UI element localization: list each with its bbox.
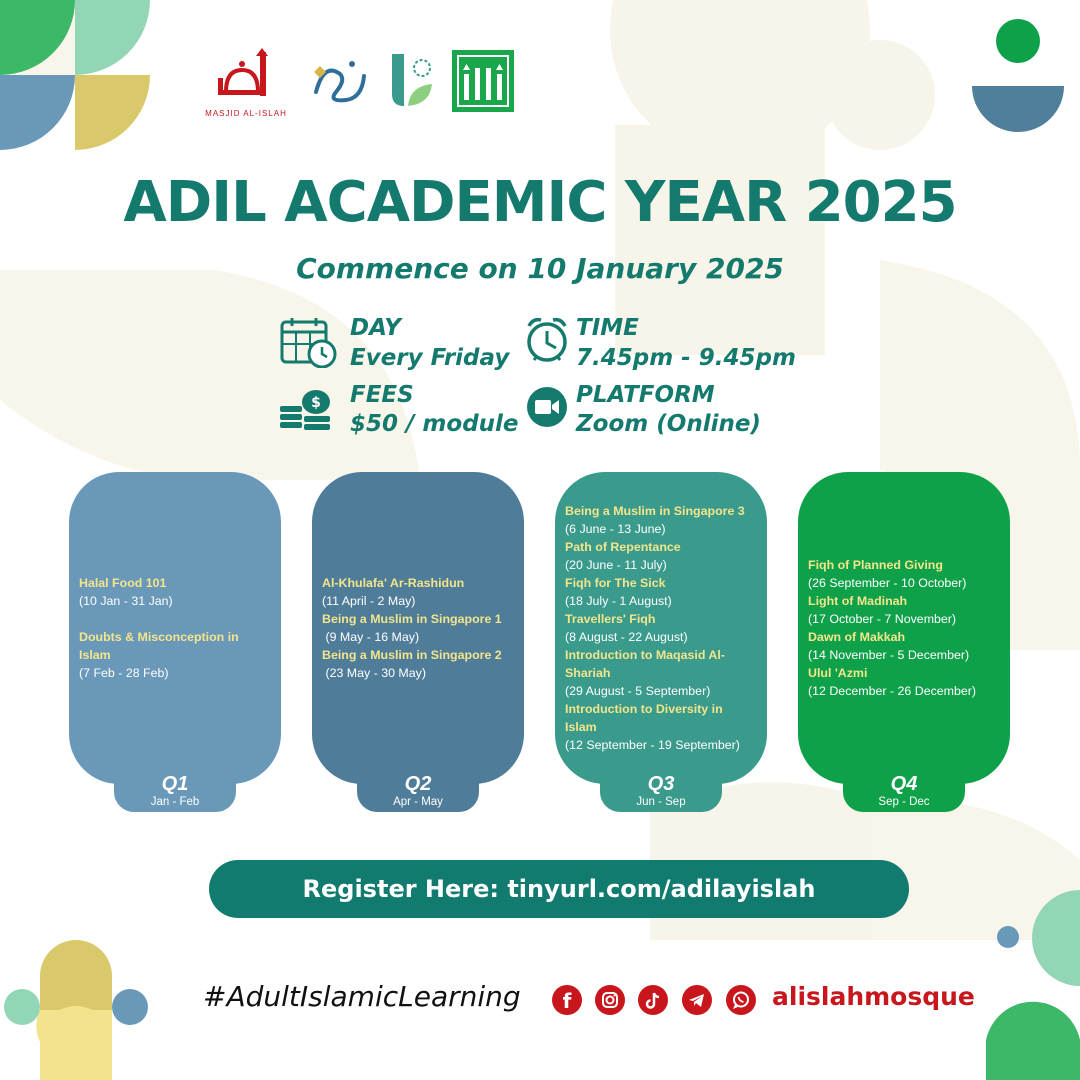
instagram-icon[interactable]	[595, 985, 625, 1015]
module-dates: (7 Feb - 28 Feb)	[79, 666, 169, 680]
corner-decoration-top-left	[0, 0, 160, 160]
module-list	[79, 574, 271, 682]
fees-value: $50 / module	[350, 411, 519, 437]
svg-text:f: f	[562, 989, 572, 1013]
module-list	[322, 574, 514, 682]
subtitle: Commence on 10 January 2025	[296, 252, 784, 285]
module-title: Dawn of Makkah	[808, 630, 906, 644]
corner-half-circle-top-right	[972, 86, 1064, 134]
fees-label: FEES	[350, 382, 414, 408]
module-title: Light of Madinah	[808, 594, 908, 608]
quarter-card-q2	[312, 472, 524, 784]
day-value: Every Friday	[350, 345, 510, 371]
module-dates: (26 September - 10 October)	[808, 576, 967, 590]
quarter-label: Q3	[647, 773, 675, 795]
money-stack-icon	[280, 388, 336, 432]
module-title: Being a Muslim in Singapore 3	[565, 504, 745, 518]
module-list	[565, 502, 757, 754]
module-dates: (9 May - 16 May)	[322, 630, 420, 644]
day-label: DAY	[350, 315, 401, 341]
tiktok-icon[interactable]	[638, 985, 668, 1015]
module-title: Introduction to Diversity in Islam	[565, 702, 723, 734]
logo-masjid-al-islah	[198, 48, 294, 118]
module-dates: (18 July - 1 August)	[565, 594, 672, 608]
module-dates: (11 April - 2 May)	[322, 594, 416, 608]
module-title: Doubts & Misconception in Islam	[79, 630, 239, 662]
quarter-range: Jun - Sep	[636, 796, 686, 808]
quarter-range: Jan - Feb	[150, 796, 200, 808]
module-dates: (23 May - 30 May)	[322, 666, 426, 680]
module-title: Being a Muslim in Singapore 1	[322, 612, 502, 626]
logo-green-arches	[452, 50, 514, 112]
facebook-icon[interactable]	[552, 985, 582, 1015]
quarter-label: Q4	[890, 773, 918, 795]
quarter-range: Sep - Dec	[878, 796, 930, 808]
module-title: Being a Muslim in Singapore 2	[322, 648, 502, 662]
mosque-calligraphy-icon	[198, 48, 294, 104]
module-title: Introduction to Maqasid Al-Shariah	[565, 648, 725, 680]
quarter-label: Q1	[161, 773, 189, 795]
module-title: Ulul 'Azmi	[808, 666, 868, 680]
logo-leaf	[388, 50, 438, 112]
quarter-card-q4	[798, 472, 1010, 784]
quarter-card-q3	[555, 472, 767, 784]
hashtag: #AdultIslamicLearning	[203, 980, 521, 1013]
telegram-icon[interactable]	[682, 985, 712, 1015]
module-dates: (14 November - 5 December)	[808, 648, 970, 662]
quarter-tab-q3	[600, 770, 722, 812]
module-title: Travellers' Fiqh	[565, 612, 656, 626]
alarm-clock-icon	[525, 316, 569, 364]
module-dates: (6 June - 13 June)	[565, 522, 666, 536]
time-value: 7.45pm - 9.45pm	[576, 345, 796, 371]
module-list	[808, 556, 1000, 700]
module-spacer	[79, 610, 271, 628]
module-dates: (12 December - 26 December)	[808, 684, 977, 698]
module-title: Halal Food 101	[79, 576, 167, 590]
module-dates: (12 September - 19 September)	[565, 738, 740, 752]
module-title: Al-Khulafa' Ar-Rashidun	[322, 576, 465, 590]
logo-adil-calligraphy	[306, 52, 370, 112]
social-handle[interactable]: alislahmosque	[772, 982, 975, 1011]
platform-value: Zoom (Online)	[576, 411, 761, 437]
platform-label: PLATFORM	[576, 382, 715, 408]
register-button[interactable]: Register Here: tinyurl.com/adilayislah	[209, 860, 909, 918]
page-title: ADIL ACADEMIC YEAR 2025	[123, 170, 957, 235]
video-camera-icon	[526, 386, 568, 428]
quarter-tab-q1	[114, 770, 236, 812]
mosque-logo-text: MASJID AL-ISLAH	[205, 109, 287, 118]
module-title: Fiqh of Planned Giving	[808, 558, 943, 572]
whatsapp-icon[interactable]	[726, 985, 756, 1015]
corner-decoration-bottom-left	[0, 930, 160, 1080]
time-label: TIME	[576, 315, 639, 341]
module-dates: (29 August - 5 September)	[565, 684, 711, 698]
corner-dot-top-right	[996, 19, 1040, 63]
module-dates: (20 June - 11 July)	[565, 558, 667, 572]
module-title: Fiqh for The Sick	[565, 576, 666, 590]
module-dates: (10 Jan - 31 Jan)	[79, 594, 173, 608]
module-dates: (8 August - 22 August)	[565, 630, 688, 644]
corner-decoration-bottom-right	[970, 890, 1080, 1080]
module-dates: (17 October - 7 November)	[808, 612, 957, 626]
calendar-clock-icon	[280, 316, 338, 368]
quarter-label: Q2	[404, 773, 432, 795]
quarter-card-q1	[69, 472, 281, 784]
svg-text:$: $	[311, 395, 321, 411]
quarter-tab-q4	[843, 770, 965, 812]
quarter-range: Apr - May	[393, 796, 443, 808]
quarter-tab-q2	[357, 770, 479, 812]
module-title: Path of Repentance	[565, 540, 681, 554]
